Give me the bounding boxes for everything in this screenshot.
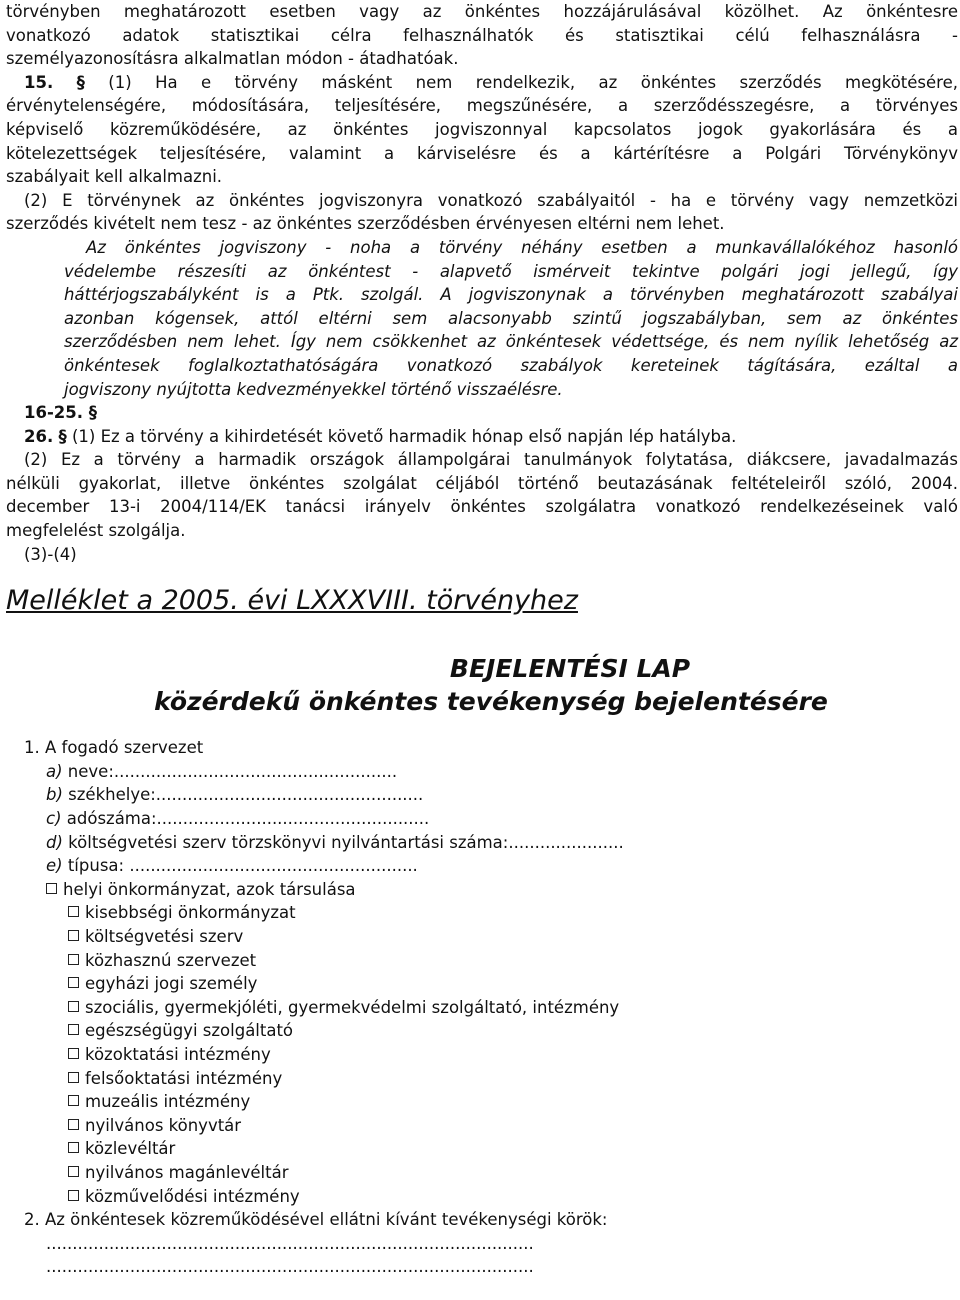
type-option — [6, 996, 958, 1020]
checkbox-icon[interactable] — [68, 977, 79, 988]
form-field-type — [6, 854, 958, 878]
section-number: 15. — [24, 72, 54, 92]
type-option — [6, 1161, 958, 1185]
field-letter: e) — [46, 856, 63, 876]
section-16-25-heading — [6, 401, 958, 425]
checkbox-icon[interactable] — [68, 954, 79, 965]
option-label: kisebbségi önkormányzat — [85, 903, 296, 923]
field-letter: b) — [46, 785, 63, 805]
text-line: december 13-i 2004/114/EK tanácsi irányelv önkéntes szolgálatra vonatkozó rendelkezéseinek való — [6, 497, 958, 517]
text-line: törvényben meghatározott esetben vagy az önkéntes hozzájárulásával közölhet. Az önkéntesre — [6, 2, 958, 21]
type-option — [6, 1137, 958, 1161]
fill-in-dots[interactable]: ............................................................................................. — [46, 1233, 534, 1253]
form-field-registry — [6, 831, 958, 855]
form-field-name — [6, 760, 958, 784]
form-field-seat — [6, 783, 958, 807]
checkbox-icon[interactable] — [68, 906, 79, 917]
text-line: nélküli gyakorlat, illetve önkéntes szolgálat céljából történő beutazásának feltételeiről szóló, 2004. — [6, 473, 958, 493]
section-sign: § — [88, 403, 98, 423]
text-line: (2) Ez a törvény a harmadik országok állampolgárai tanulmányok folytatása, diákcsere, javadalmazás — [24, 450, 958, 470]
type-option — [6, 1067, 958, 1091]
option-label: muzeális intézmény — [85, 1092, 251, 1112]
type-option — [6, 925, 958, 949]
type-option — [6, 972, 958, 996]
form-section-2: 2. Az önkéntesek közreműködésével ellátni kívánt tevékenységi körök: — [24, 1210, 608, 1230]
text-line: szabályait kell alkalmazni. — [6, 167, 223, 187]
checkbox-icon[interactable] — [68, 1072, 79, 1083]
form-subtitle: közérdekű önkéntes tevékenység bejelentésére — [154, 687, 828, 717]
section-sign: § — [76, 72, 85, 92]
type-option — [6, 1114, 958, 1138]
checkbox-icon[interactable] — [68, 1190, 79, 1201]
section-number: 26. — [24, 426, 54, 446]
field-letter: d) — [46, 832, 63, 852]
option-label: felsőoktatási intézmény — [85, 1068, 283, 1088]
text-line: érvénytelenségére, módosítására, teljesítésére, megszűnésére, a szerződésszegésre, a törvényes — [6, 96, 958, 116]
checkbox-icon[interactable] — [68, 1142, 79, 1153]
commentary-line: háttérjogszabályként is a Ptk. szolgál. A jogviszonynak a törvényben meghatározott szabályai — [64, 285, 958, 305]
option-label: közművelődési intézmény — [85, 1186, 300, 1206]
text-line: vonatkozó adatok statisztikai célra felhasználhatók és statisztikai célú felhasználásra - — [6, 25, 958, 45]
text-run: (1) Ha e törvény másként nem rendelkezik, az önkéntes szerződés megkötésére, — [108, 72, 958, 92]
commentary-line: szerződésben nem lehet. Így nem csökkenhet az önkéntesek védettsége, és nem nyílik lehetőség az — [64, 332, 958, 352]
text-line: személyazonosításra alkalmatlan módon - átadhatóak. — [6, 49, 459, 69]
text-line: (2) E törvénynek az önkéntes jogviszonyra vonatkozó szabályaitól - ha e törvény vagy nemzetközi — [24, 190, 958, 210]
checkbox-icon[interactable] — [68, 1166, 79, 1177]
option-label: egészségügyi szolgáltató — [85, 1021, 294, 1041]
form-field-taxnumber — [6, 807, 958, 831]
type-option — [6, 901, 958, 925]
option-label: közhasznú szervezet — [85, 950, 257, 970]
field-text: adószáma:.................................................... — [61, 809, 430, 829]
form-title: BEJELENTÉSI LAP — [449, 654, 691, 684]
field-letter: a) — [46, 761, 63, 781]
option-label: helyi önkormányzat, azok társulása — [63, 879, 356, 899]
option-label: egyházi jogi személy — [85, 974, 258, 994]
commentary-line: védelembe részesíti az önkéntest - alapvető ismérveit tekintve polgári jogi jellegű, így — [64, 261, 958, 281]
option-label: nyilvános magánlevéltár — [85, 1162, 289, 1182]
type-options-list — [6, 901, 958, 1208]
form-section-1: 1. A fogadó szervezet — [24, 738, 204, 758]
annex-title: Melléklet a 2005. évi LXXXVIII. törvényhez — [6, 585, 578, 617]
field-text: típusa: ....................................................... — [62, 856, 418, 876]
checkbox-icon[interactable] — [46, 883, 57, 894]
checkbox-icon[interactable] — [68, 1119, 79, 1130]
document-page — [6, 0, 958, 1279]
commentary-block — [6, 236, 958, 401]
section-15-line — [6, 71, 958, 95]
text-line: megfelelést szolgálja. — [6, 521, 186, 541]
text-line: (3)-(4) — [24, 544, 77, 564]
type-option — [6, 1043, 958, 1067]
checkbox-icon[interactable] — [68, 1048, 79, 1059]
section-number: 16-25. — [24, 403, 84, 423]
option-label: nyilvános könyvtár — [85, 1115, 242, 1135]
text-line: képviselő közreműködésére, az önkéntes jogviszonnyal kapcsolatos jogok gyakorlására és a — [6, 119, 958, 139]
checkbox-icon[interactable] — [68, 1024, 79, 1035]
commentary-line: azonban kógensek, attól eltérni sem alacsonyabb szintű jogszabályban, sem az önkéntes — [64, 308, 958, 328]
text-run: (1) Ez a törvény a kihirdetését követő harmadik hónap első napján lép hatályba. — [71, 426, 737, 446]
type-option — [6, 1019, 958, 1043]
commentary-line: jogviszony nyújtotta kedvezményekkel történő visszaélésre. — [64, 379, 563, 399]
option-label: költségvetési szerv — [85, 927, 244, 946]
type-option — [6, 1090, 958, 1114]
text-line: kötelezettségek teljesítésére, valamint a kárviselésre és a kártérítésre a Polgári Törvénykönyv — [6, 143, 958, 163]
checkbox-icon[interactable] — [68, 1095, 79, 1106]
option-label: szociális, gyermekjóléti, gyermekvédelmi szolgáltató, intézmény — [85, 997, 620, 1017]
section-sign: § — [58, 426, 67, 446]
field-text: székhelye:................................................... — [62, 785, 424, 805]
type-option — [6, 1185, 958, 1209]
field-text: költségvetési szerv törzskönyvi nyilvántartási száma:...................... — [62, 832, 624, 852]
commentary-line: Az önkéntes jogviszony - noha a törvény néhány esetben a munkavállalókéhoz hasonló — [86, 237, 958, 257]
checkbox-icon[interactable] — [68, 1001, 79, 1012]
commentary-line: önkéntesek foglalkoztathatóságára vonatkozó szabályok kereteinek tágítására, ezáltal a — [64, 355, 958, 375]
type-option-main — [6, 878, 958, 902]
field-letter: c) — [46, 809, 62, 829]
option-label: közlevéltár — [85, 1139, 176, 1159]
text-line: szerződés kivételt nem tesz - az önkéntes szerződésben érvényesen eltérni nem lehet. — [6, 214, 725, 234]
option-label: közoktatási intézmény — [85, 1044, 271, 1064]
section-26-line — [6, 425, 958, 449]
fill-in-dots[interactable]: ............................................................................................. — [46, 1257, 534, 1277]
checkbox-icon[interactable] — [68, 930, 79, 941]
field-text: neve:...................................................... — [62, 761, 398, 781]
type-option — [6, 949, 958, 973]
